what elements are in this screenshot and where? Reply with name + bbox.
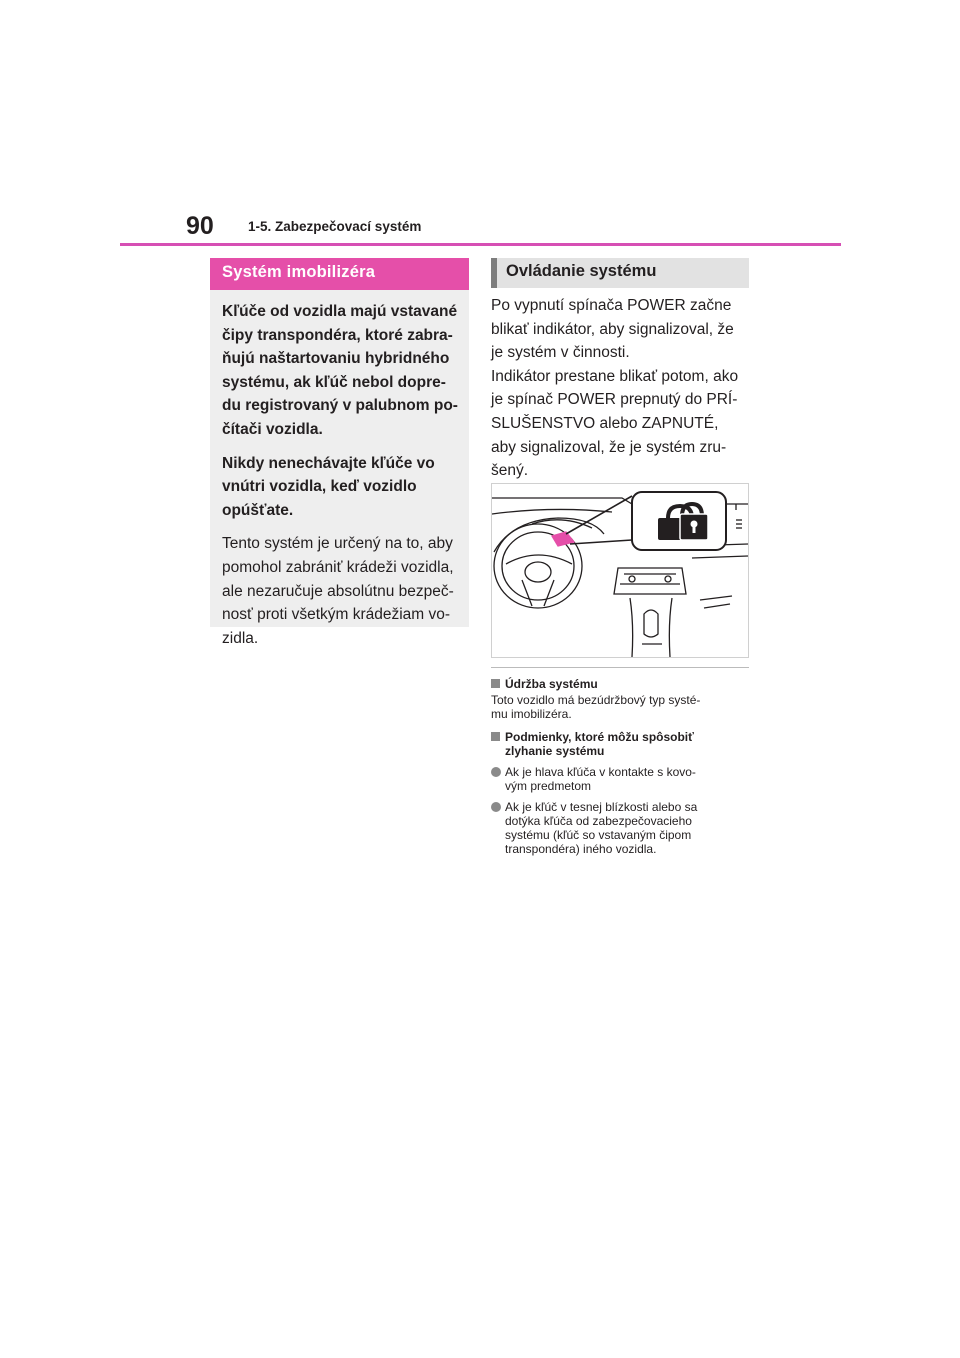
square-bullet-icon (491, 679, 500, 688)
text-line: transpondéra) iného vozidla. (505, 842, 657, 856)
text-line: vnútri vozidla, keď vozidlo (222, 478, 417, 496)
notes-section (491, 677, 753, 856)
note-heading-conditions (491, 730, 753, 758)
text-line: blikať indikátor, aby signalizoval, že (491, 320, 734, 338)
text-line: opúšťate. (222, 501, 294, 519)
text-line: ale nezaručuje absolútnu bezpeč- (222, 582, 454, 600)
text-line: du registrovaný v palubnom po- (222, 397, 458, 415)
text-line: Kľúče od vozidla majú vstavané (222, 303, 458, 320)
text-line: systému, ak kľúč nebol dopre- (222, 373, 446, 391)
text-line: čítači vozidla. (222, 420, 323, 438)
text-line: aby signalizoval, že je systém zru- (491, 438, 727, 456)
page-number: 90 (186, 212, 214, 240)
text-line: zlyhanie systému (505, 744, 605, 758)
text-line: systému (kľúč so vstavaným čipom (505, 828, 692, 842)
text-line: Nikdy nenechávajte kľúče vo (222, 454, 435, 472)
list-item (491, 800, 753, 856)
note-heading-maintenance (491, 677, 753, 691)
text-line: Toto vozidlo má bezúdržbový typ systé- (491, 693, 701, 707)
round-bullet-icon (491, 802, 501, 812)
text-line: dotýka kľúča od zabezpečovacieho (505, 814, 692, 828)
text-line: Tento systém je určený na to, aby (222, 535, 453, 553)
right-section-heading: Ovládanie systému (491, 258, 749, 288)
text-line: Po vypnutí spínača POWER začne (491, 297, 732, 314)
left-info-box (210, 290, 469, 647)
text-line: je systém v činnosti. (491, 344, 630, 362)
text-line: Ak je kľúč v tesnej blízkosti alebo sa (505, 800, 698, 814)
text-line: SLUŠENSTVO alebo ZAPNUTÉ, (491, 414, 719, 432)
square-bullet-icon (491, 732, 500, 741)
round-bullet-icon (491, 767, 501, 777)
text-line: čipy transpondéra, ktoré zabra- (222, 326, 453, 344)
info-paragraph (222, 532, 461, 650)
text-line: zidla. (222, 629, 259, 647)
note-paragraph (491, 693, 753, 721)
text-line: Podmienky, ktoré môžu spôsobiť (505, 730, 694, 744)
text-line: Indikátor prestane blikať potom, ako (491, 367, 739, 385)
note-heading-text: Údržba systému (505, 677, 598, 691)
dashboard-drawing (492, 484, 748, 657)
dashboard-illustration (491, 483, 749, 658)
text-line: Ak je hlava kľúča v kontakte s kovo- (505, 765, 696, 779)
warning-paragraph-1 (222, 300, 461, 442)
section-title: 1-5. Zabezpečovací systém (248, 219, 422, 234)
figure-divider (491, 667, 749, 668)
text-line: šený. (491, 462, 529, 480)
text-line: vým predmetom (505, 779, 592, 793)
text-line: pomohol zabrániť krádeži vozidla, (222, 558, 454, 576)
text-line: ňujú naštartovaniu hybridného (222, 350, 450, 368)
header-rule (120, 243, 841, 246)
operation-paragraph (491, 294, 753, 483)
text-line: nosť proti všetkým krádežiam vo- (222, 606, 451, 624)
warning-paragraph-2 (222, 452, 461, 523)
text-line: mu imobilizéra. (491, 707, 572, 721)
text-line: je spínač POWER prepnutý do PRÍ- (491, 391, 738, 409)
list-item (491, 765, 753, 793)
left-section-heading: Systém imobilizéra (210, 258, 469, 290)
